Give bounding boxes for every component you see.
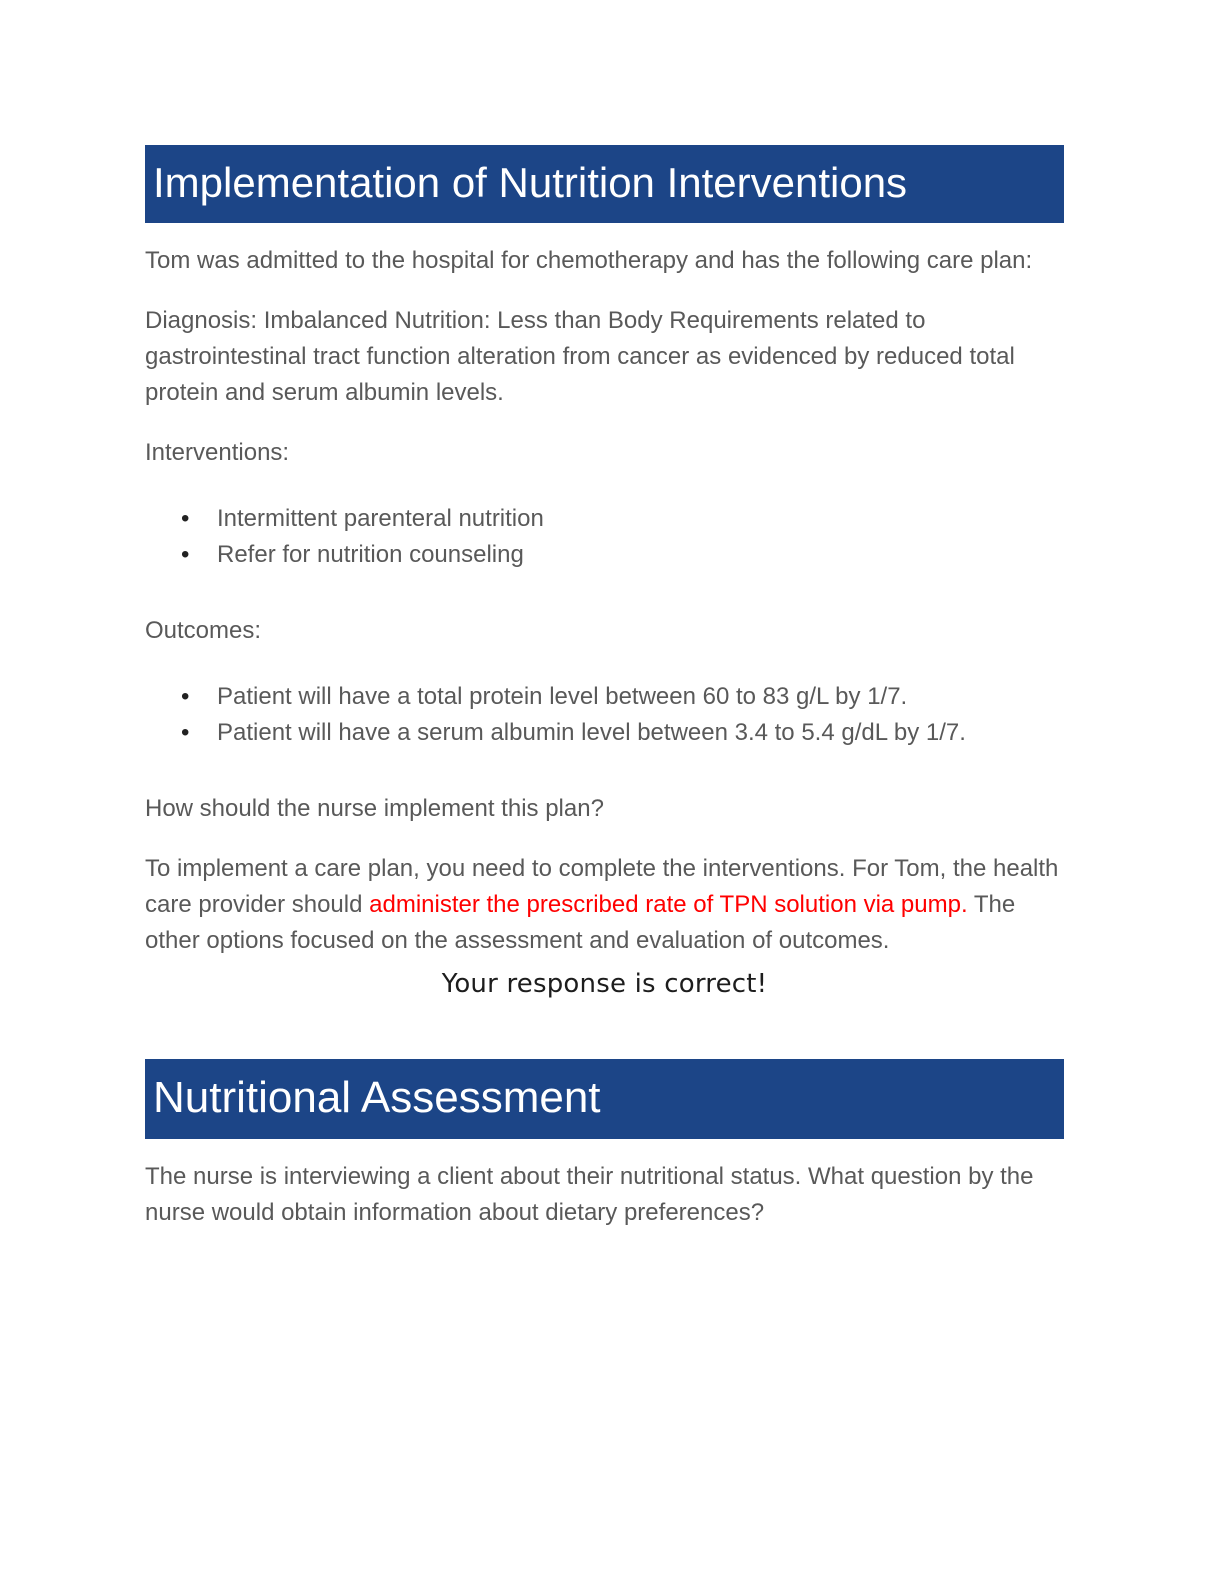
list-item: • Refer for nutrition counseling — [217, 537, 1064, 573]
outcomes-list — [145, 679, 1064, 751]
list-item: • Patient will have a total protein level between 60 to 83 g/L by 1/7. — [217, 679, 1064, 715]
answer-highlight-red: administer the prescribed rate of TPN solution via pump. — [369, 891, 968, 919]
section-header-nutritional-assessment: Nutritional Assessment — [145, 1059, 1064, 1139]
response-correct-message: Your response is correct! — [441, 969, 768, 1000]
list-item: • Patient will have a serum albumin level between 3.4 to 5.4 g/dL by 1/7. — [217, 715, 1064, 751]
list-item: • Intermittent parenteral nutrition — [217, 501, 1064, 537]
diagnosis-paragraph: Diagnosis: Imbalanced Nutrition: Less than Body Requirements related to gastrointestinal tract function alteration from cancer as evidenced by reduced total protein and serum albumin levels. — [145, 307, 1015, 407]
outcomes-label: Outcomes: — [145, 617, 262, 645]
section-header-implementation: Implementation of Nutrition Interventions — [145, 145, 1064, 223]
answer-text-part2: The other options focused on the assessment and evaluation of outcomes. — [145, 891, 1016, 955]
assessment-question-paragraph: The nurse is interviewing a client about their nutritional status. What question by the nurse would obtain information about dietary preferences? — [145, 1163, 1034, 1227]
interventions-label: Interventions: — [145, 439, 290, 467]
intro-paragraph: Tom was admitted to the hospital for chemotherapy and has the following care plan: — [145, 247, 1033, 275]
question-paragraph: How should the nurse implement this plan? — [145, 795, 604, 823]
answer-text-part1: To implement a care plan, you need to complete the interventions. For Tom, the health care provider should — [145, 855, 1059, 919]
answer-paragraph — [145, 851, 1064, 959]
interventions-list — [145, 501, 1064, 573]
